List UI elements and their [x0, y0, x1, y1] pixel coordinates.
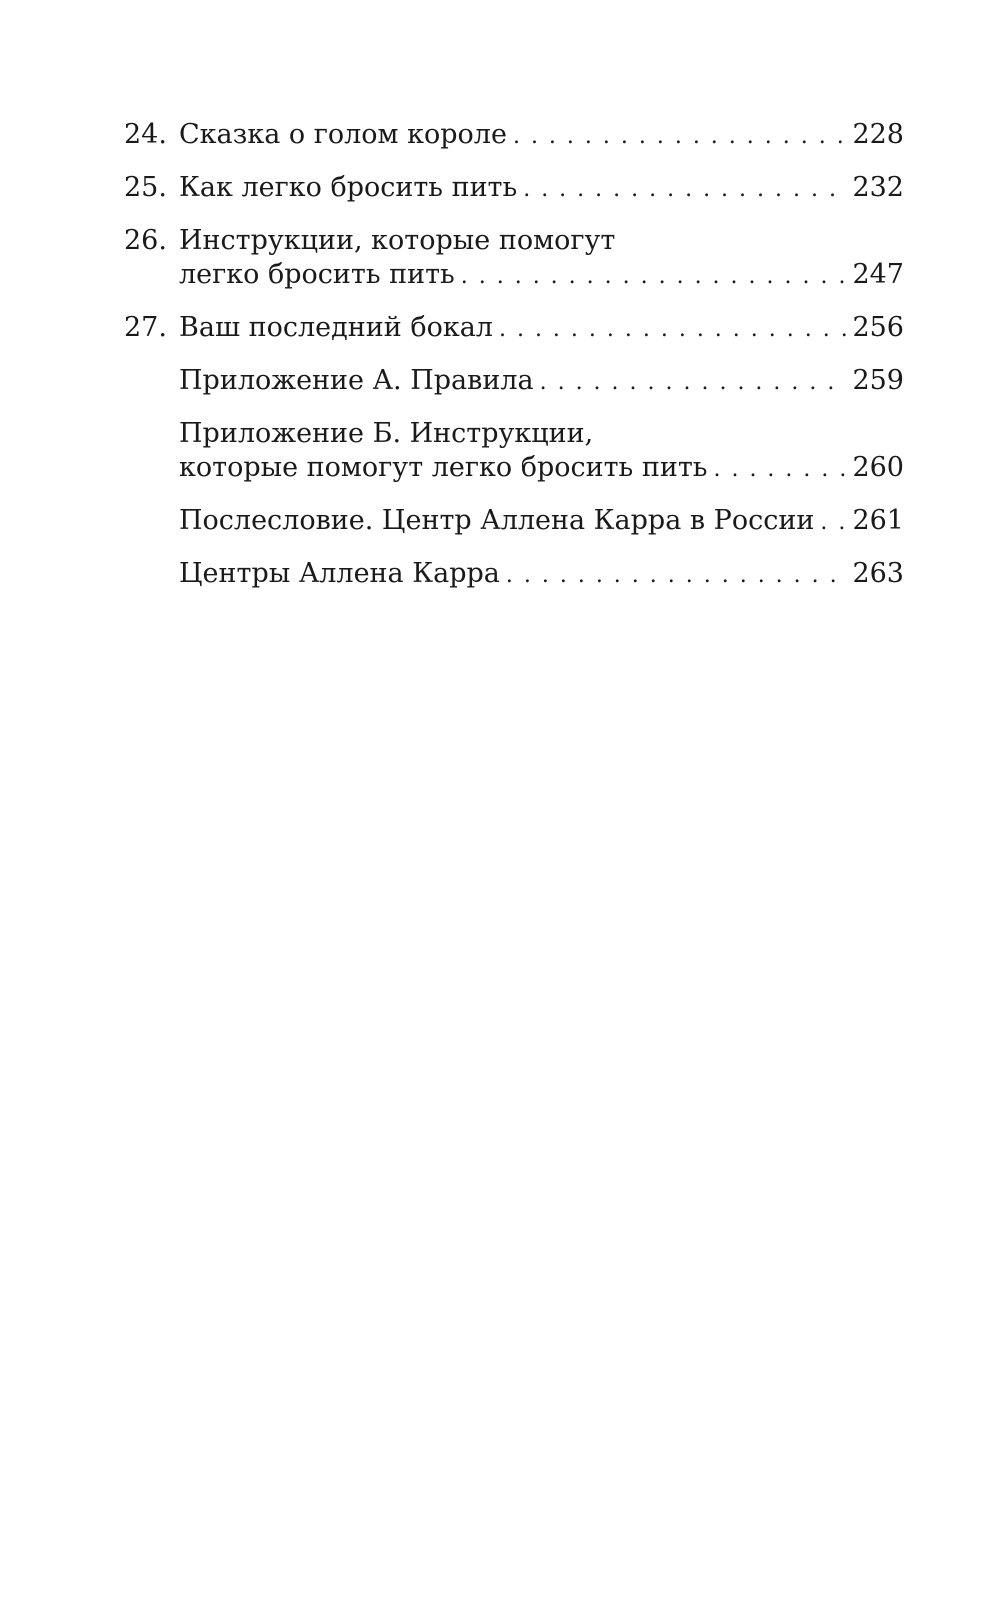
toc-entry — [124, 557, 904, 591]
dot-leader — [499, 313, 846, 347]
page-number: 263 — [852, 558, 904, 589]
chapter-number: 25. — [124, 172, 167, 203]
toc-entry — [124, 364, 904, 398]
toc-line — [124, 118, 904, 152]
dot-leader — [461, 260, 847, 294]
page-number: 247 — [852, 259, 904, 290]
chapter-title-continuation[interactable]: легко бросить пить — [179, 259, 455, 290]
toc-line — [124, 451, 904, 485]
chapter-number: 24. — [124, 119, 167, 150]
toc-entry — [124, 417, 904, 485]
dot-leader — [506, 559, 847, 593]
section-title[interactable]: Центры Аллена Карра — [179, 558, 500, 589]
table-of-contents — [124, 118, 904, 610]
appendix-title[interactable]: Приложение А. Правила — [179, 365, 534, 396]
toc-line — [124, 364, 904, 398]
toc-entry — [124, 171, 904, 205]
afterword-title[interactable]: Послесловие. Центр Аллена Карра в России — [179, 505, 815, 536]
toc-line — [124, 171, 904, 205]
toc-entry — [124, 504, 904, 538]
page-number: 228 — [852, 119, 904, 150]
toc-line — [124, 557, 904, 591]
page-number: 232 — [852, 172, 904, 203]
toc-line — [124, 224, 904, 258]
chapter-number: 26. — [124, 225, 167, 256]
toc-entry — [124, 118, 904, 152]
toc-line — [124, 258, 904, 292]
toc-line — [124, 311, 904, 345]
dot-leader — [523, 173, 846, 207]
appendix-title[interactable]: Приложение Б. Инструкции, — [179, 418, 594, 449]
page-number: 261 — [852, 505, 904, 536]
page-number: 260 — [852, 452, 904, 483]
toc-line — [124, 417, 904, 451]
chapter-title[interactable]: Ваш последний бокал — [179, 312, 493, 343]
chapter-title[interactable]: Сказка о голом короле — [179, 119, 507, 150]
chapter-title[interactable]: Как легко бросить пить — [179, 172, 518, 203]
dot-leader — [820, 506, 846, 540]
chapter-title[interactable]: Инструкции, которые помогут — [179, 225, 616, 256]
chapter-number: 27. — [124, 312, 167, 343]
appendix-title-continuation[interactable]: которые помогут легко бросить пить — [179, 452, 708, 483]
page-number: 256 — [852, 312, 904, 343]
toc-entry — [124, 224, 904, 292]
toc-line — [124, 504, 904, 538]
toc-entry — [124, 311, 904, 345]
page-number: 259 — [852, 365, 904, 396]
dot-leader — [513, 120, 847, 154]
dot-leader — [540, 366, 847, 400]
dot-leader — [713, 453, 846, 487]
